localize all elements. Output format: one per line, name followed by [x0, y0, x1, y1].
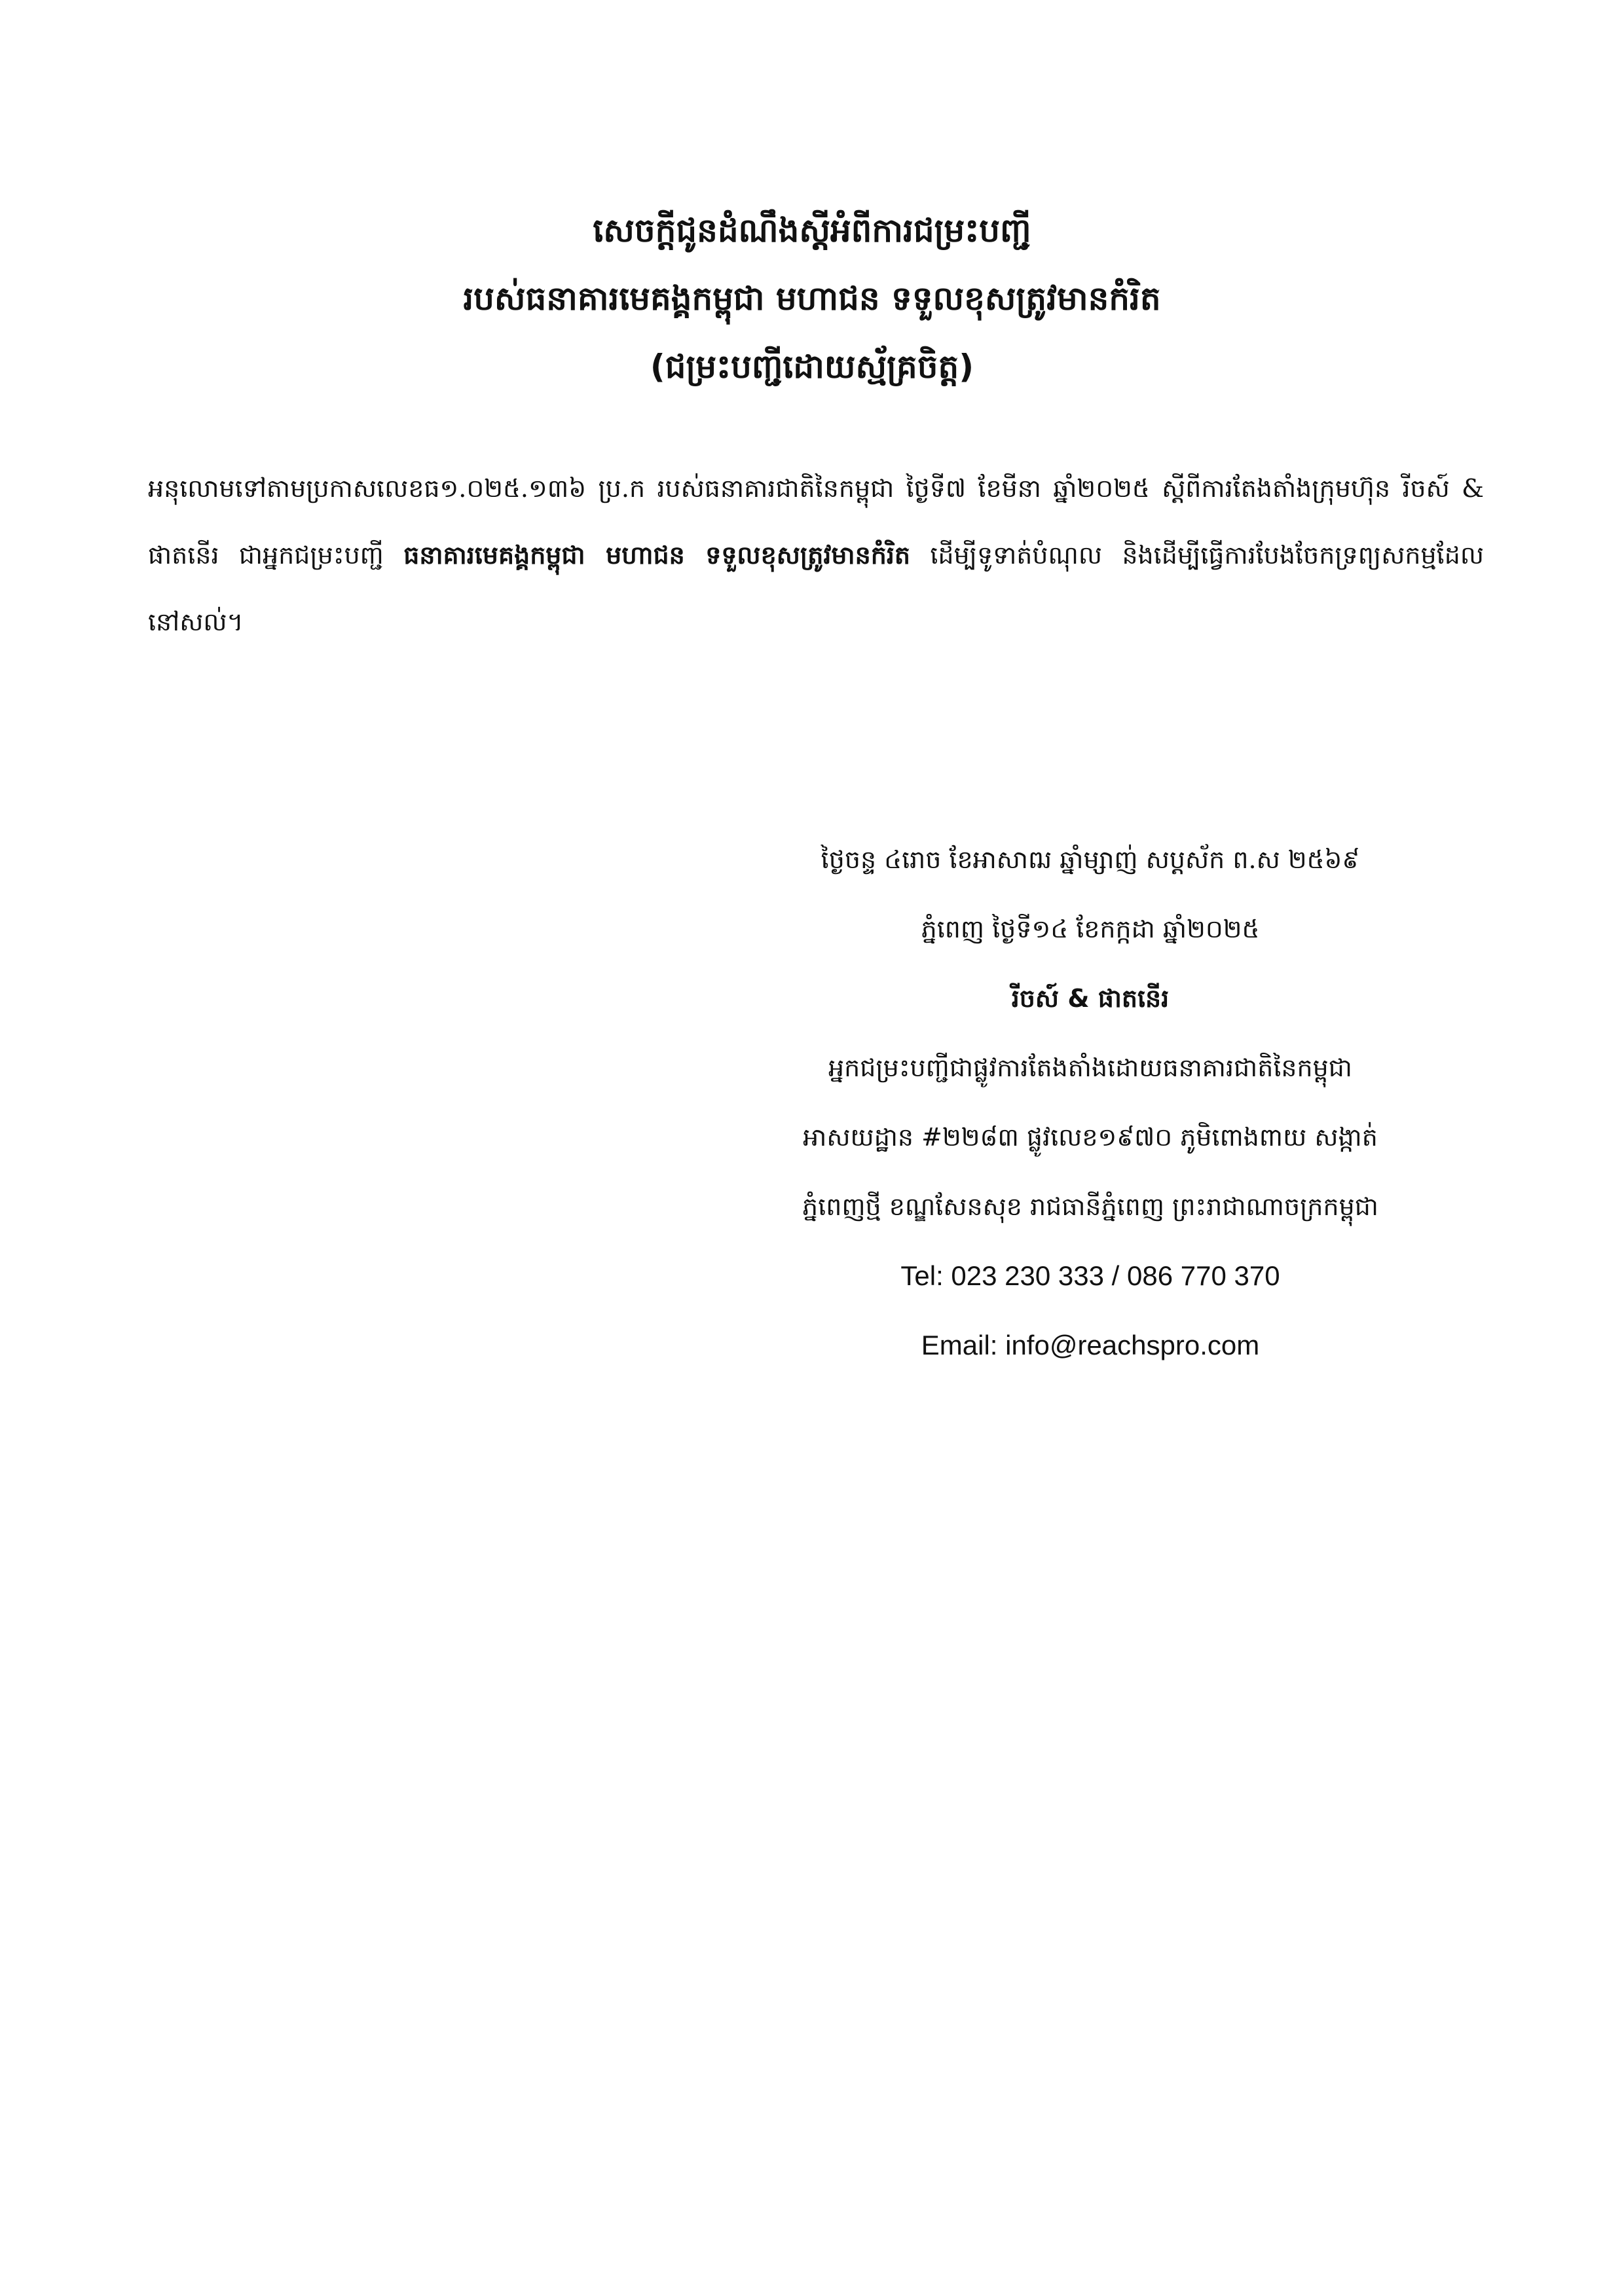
notice-title — [0, 196, 1624, 401]
title-line-2: របស់ធនាគារមេគង្គកម្ពុជា មហាជន ទទួលខុសត្រូវមានកំរិត — [463, 280, 1161, 318]
company-name: រីចស៍ & ផាតនើរ — [1011, 984, 1170, 1013]
notice-body-paragraph — [148, 455, 1484, 655]
email: Email: info@reachspro.com — [921, 1330, 1260, 1360]
title-line-1: សេចក្តីជូនដំណឹងស្តីអំពីការជម្រះបញ្ជី — [593, 211, 1031, 249]
body-text-part-1: អនុលោមទៅតាមប្រកាសលេខធ១.០២៥.១៣៦ ប្រ.ក របស់ធនាគារជាតិនៃកម្ពុជា ថ្ងៃទី៧ ខែមីនា ឆ្នាំ២០២៥ ស្តីពីការតែងតាំងក្រុមហ៊ុន រីចស៍ & ផាតនើរ ជាអ្នកជម្រះបញ្ជី — [148, 474, 1484, 570]
signature-block — [655, 825, 1526, 1380]
telephone: Tel: 023 230 333 / 086 770 370 — [900, 1260, 1280, 1291]
liquidator-role: អ្នកជម្រះបញ្ជីជាផ្លូវការតែងតាំងដោយធនាគារជាតិនៃកម្ពុជា — [828, 1053, 1352, 1082]
address-line-2: ភ្នំពេញថ្មី ខណ្ឌសែនសុខ រាជធានីភ្នំពេញ ព្រះរាជាណាចក្រកម្ពុជា — [802, 1192, 1378, 1221]
bank-name: ធនាគារមេគង្គកម្ពុជា មហាជន ទទួលខុសត្រូវមានកំរិត — [403, 541, 911, 570]
place-date: ភ្នំពេញ ថ្ងៃទី១៤ ខែកក្កដា ឆ្នាំ២០២៥ — [921, 915, 1260, 943]
lunar-date: ថ្ងៃចន្ទ ៤រោច ខែអាសាឍ ឆ្នាំម្សាញ់ សប្តស័ក ព.ស ២៥៦៩ — [821, 845, 1360, 874]
body-text-part-2: ដើម្បីទូទាត់បំណុល និងដើម្បីធ្វើការបែងចែកទ្រព្យសកម្មដែលនៅសល់។ — [148, 541, 1484, 636]
title-line-3: (ជម្រះបញ្ជីដោយស្ម័គ្រចិត្ត) — [650, 348, 974, 386]
address-line-1: អាសយដ្ឋាន #២២៨៣ ផ្លូវលេខ១៩៧០ ភូមិពោងពាយ សង្កាត់ — [803, 1123, 1378, 1152]
